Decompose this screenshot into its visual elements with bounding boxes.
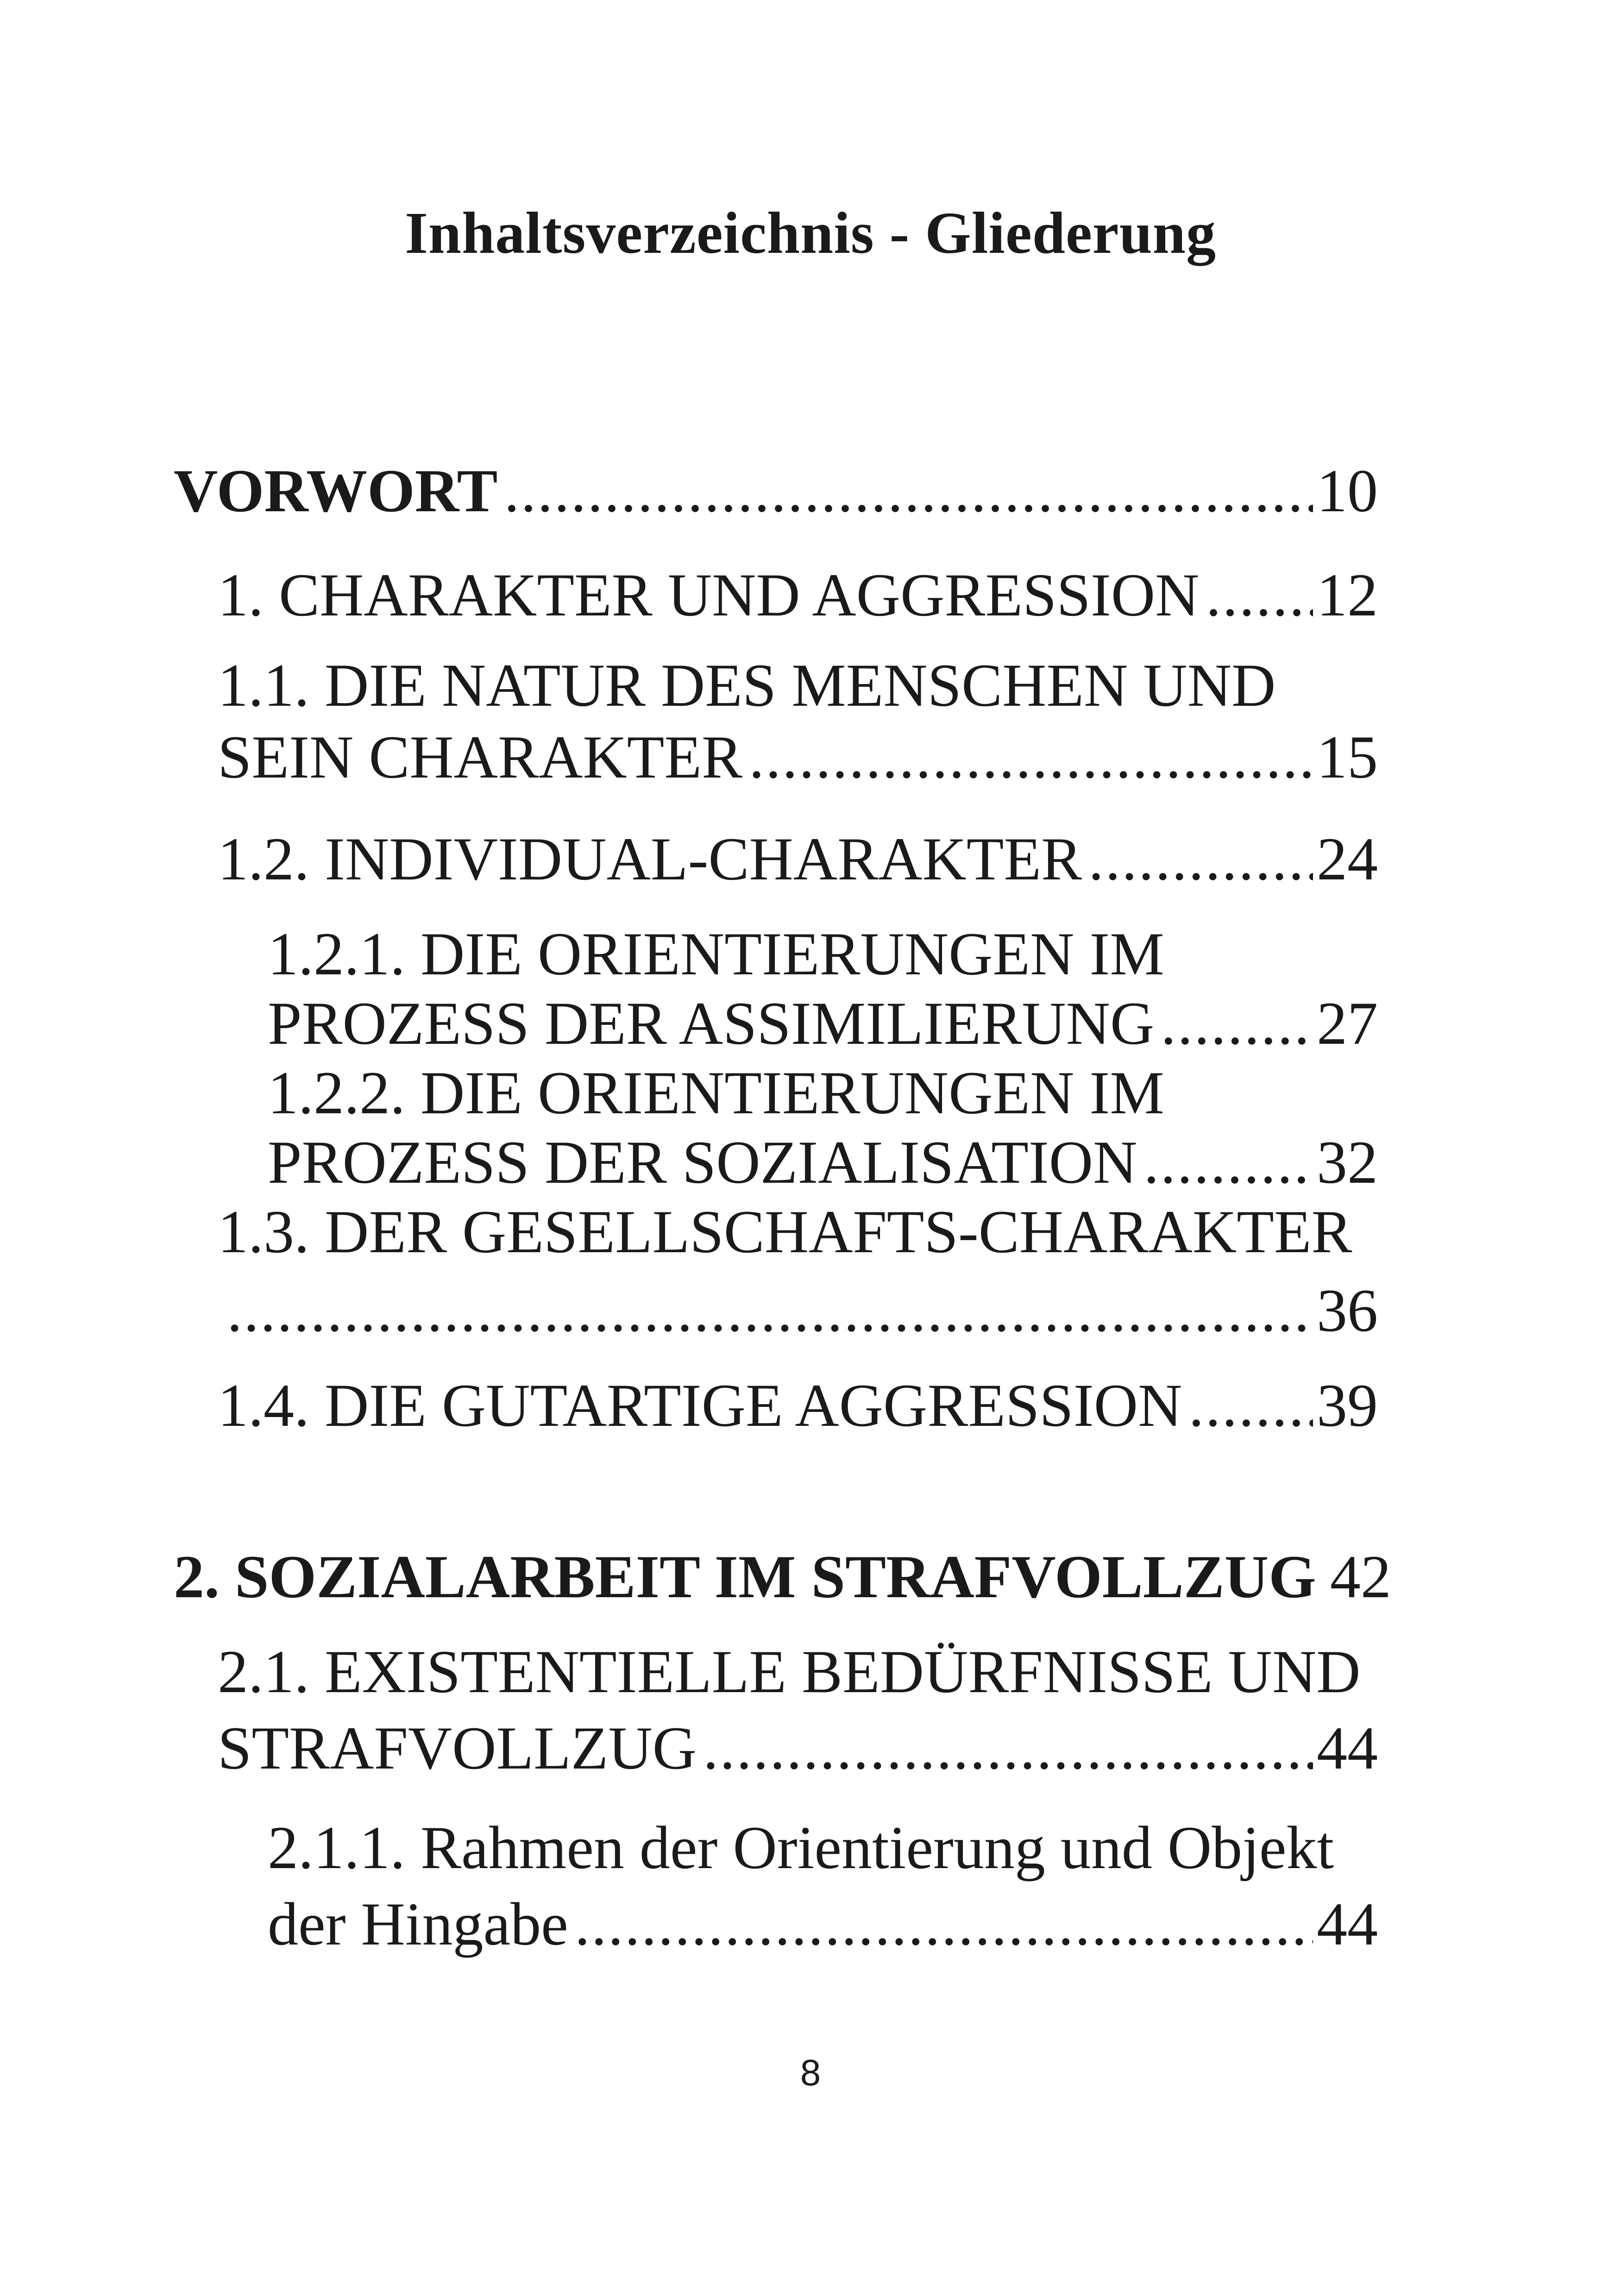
page-title: Inhaltsverzeichnis - Gliederung	[405, 200, 1216, 266]
toc-entry-1-3[interactable]	[227, 1276, 1378, 1345]
toc-entry-label: PROZESS DER ASSIMILIERUNG	[268, 989, 1155, 1057]
toc-entry-page: 44	[1317, 1890, 1378, 1958]
toc-entry-label: der Hingabe	[268, 1890, 568, 1958]
toc-entry-label: STRAFVOLLZUG	[218, 1714, 697, 1782]
dot-leader	[1161, 989, 1313, 1058]
toc-entry-1-2[interactable]	[218, 824, 1378, 894]
dot-leader	[1206, 560, 1313, 630]
toc-entry-label: 1. CHARAKTER UND AGGRESSION	[218, 561, 1200, 629]
toc-entry-page: 24	[1317, 825, 1378, 893]
toc-entry-label: 1.4. DIE GUTARTIGE AGGRESSION	[218, 1371, 1182, 1439]
toc-entry-1-2-1-line1[interactable]: 1.2.1. DIE ORIENTIERUNGEN IM	[268, 920, 1164, 988]
dot-leader	[504, 456, 1313, 526]
toc-entry-2[interactable]	[174, 1542, 1391, 1612]
toc-entry-label: PROZESS DER SOZIALISATION	[268, 1128, 1137, 1196]
dot-leader	[703, 1713, 1313, 1783]
dot-leader	[227, 1276, 1313, 1345]
toc-entry-2-1[interactable]	[218, 1713, 1378, 1783]
toc-entry-label: 1.2. INDIVIDUAL-CHARAKTER	[218, 825, 1082, 893]
toc-entry-label: 2. SOZIALARBEIT IM STRAFVOLLZUG	[174, 1543, 1316, 1611]
dot-leader	[1188, 1371, 1313, 1440]
toc-entry-page: 15	[1317, 723, 1378, 791]
toc-entry-1-2-2[interactable]	[268, 1128, 1378, 1197]
toc-entry-page: 10	[1317, 457, 1378, 525]
toc-entry-2-1-1-line1[interactable]: 2.1.1. Rahmen der Orientierung und Objekt	[268, 1813, 1334, 1882]
toc-entry-1-4[interactable]	[218, 1371, 1378, 1440]
dot-leader	[749, 722, 1313, 792]
page-number: 8	[800, 2052, 821, 2093]
toc-entry-1-2-2-line1[interactable]: 1.2.2. DIE ORIENTIERUNGEN IM	[268, 1059, 1164, 1127]
toc-entry-label: SEIN CHARAKTER	[218, 723, 743, 791]
toc-entry-vorwort[interactable]	[174, 456, 1378, 526]
toc-entry-page: 39	[1317, 1371, 1378, 1439]
toc-entry-2-1-line1[interactable]: 2.1. EXISTENTIELLE BEDÜRFNISSE UND	[218, 1637, 1361, 1706]
toc-entry-page: 44	[1317, 1714, 1378, 1782]
toc-entry-page: 42	[1330, 1543, 1391, 1611]
toc-entry-page: 27	[1317, 989, 1378, 1057]
toc-entry-label: VORWORT	[174, 457, 498, 525]
toc-entry-1-2-1[interactable]	[268, 989, 1378, 1058]
toc-entry-page: 12	[1317, 561, 1378, 629]
dot-leader	[1143, 1128, 1313, 1197]
dot-leader	[575, 1889, 1313, 1959]
toc-entry-page: 36	[1317, 1276, 1378, 1344]
toc-entry-1-1[interactable]	[218, 722, 1378, 792]
dot-leader	[1088, 824, 1313, 894]
toc-entry-page: 32	[1317, 1128, 1378, 1196]
toc-entry-1[interactable]	[218, 560, 1378, 630]
toc-entry-1-3-line1[interactable]: 1.3. DER GESELLSCHAFTS-CHARAKTER	[218, 1198, 1352, 1266]
toc-entry-2-1-1[interactable]	[268, 1889, 1378, 1959]
toc-entry-1-1-line1[interactable]: 1.1. DIE NATUR DES MENSCHEN UND	[218, 651, 1276, 719]
